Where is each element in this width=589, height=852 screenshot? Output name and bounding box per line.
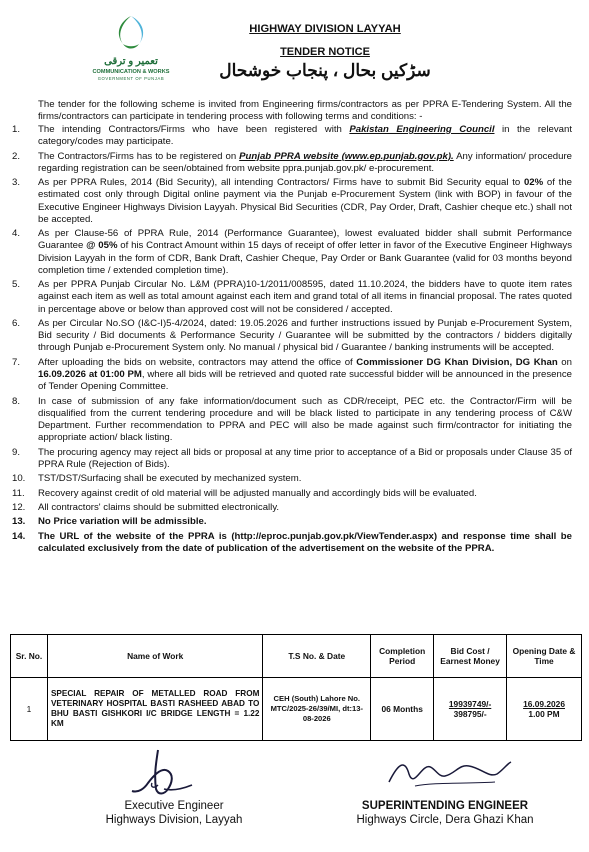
clause-number: 7. (12, 356, 21, 368)
left-signatory-title: Executive Engineer (124, 800, 224, 812)
clause-13 (12, 516, 572, 528)
cw-logo (66, 14, 196, 84)
cell-sr: 1 (11, 678, 48, 741)
clause-6 (12, 318, 572, 355)
clause-number: 9. (12, 446, 21, 458)
clause-2 (12, 151, 572, 175)
clause-text: As per Clause-56 of PPRA Rule, 2014 (Performance Guarantee), lowest evaluated bidder shall submit Performance Guarantee @ 05% of his Contract Amount within 15 days of receipt of offer letter in favor of the Executive Engineer Highways Division Layyah in the form of CDR, Bank Draft, Cashier Cheque, Pay Order or Bank Guarantee (valid for 03 months beyond completion time / extended completion time). (38, 228, 572, 276)
clause-text: After uploading the bids on website, contractors may attend the office of Commissioner DG Khan Division, DG Khan on 16.09.2026 at 01:00 PM, where all bids will be retrieved and quoted rate successful bidder will be announced in the presence of Tender Opening Committee. (38, 356, 572, 393)
col-header-work: Name of Work (47, 635, 262, 678)
logo-urdu-text: تعمیر و ترقی (104, 56, 158, 67)
clause-number: 13. (12, 516, 26, 528)
cell-opening (507, 678, 582, 741)
clause-11 (12, 488, 572, 500)
clause-3 (12, 177, 572, 226)
urdu-slogan: سڑکیں بحال ، پنجاب خوشحال (219, 61, 431, 80)
clause-text: The URL of the website of the PPRA is (http://eproc.punjab.gov.pk/ViewTender.aspx) and response time shall be calculated exclusively from the date of publication of the advertisement on the website of the PPRA. (38, 530, 572, 554)
clause-10 (12, 473, 572, 485)
clause-number: 10. (12, 473, 26, 485)
clause-1 (12, 124, 572, 148)
clause-number: 2. (12, 150, 21, 162)
left-signatory-office: Highways Division, Layyah (105, 814, 243, 826)
right-signatory-title: SUPERINTENDING ENGINEER (361, 800, 529, 812)
clause-12 (12, 502, 572, 514)
clause-4 (12, 228, 572, 277)
clause-text: In case of submission of any fake information/document such as CDR/receipt, PEC etc. the Contractor/Firm will be disqualified from the current tendering procedure and will be black listed to participate in any tendering process of C&W Department. Further recommendation to PPRA and PEC will also be made against such firm/contractor for initiating the appropriate action/ black listing. (38, 395, 572, 444)
clause-5 (12, 279, 572, 316)
clause-text: The Contractors/Firms has to be registered on Punjab PPRA website (www.ep.punjab.gov.pk). Any information/ procedure regarding registration can be seen/obtained from website ppra.punjab.gov.pk/ e-procurement. (38, 150, 572, 174)
clause-number: 5. (12, 279, 21, 291)
col-header-sr: Sr. No. (11, 635, 48, 678)
clause-number: 8. (12, 395, 21, 407)
opening-time: 1.00 PM (528, 709, 560, 719)
clause-number: 4. (12, 228, 21, 240)
clause-text: TST/DST/Surfacing shall be executed by mechanized system. (38, 473, 302, 485)
clause-number: 12. (12, 501, 26, 513)
col-header-opening: Opening Date & Time (507, 635, 582, 678)
col-header-cost: Bid Cost / Earnest Money (434, 635, 507, 678)
clause-7 (12, 357, 572, 394)
clause-text: The procuring agency may reject all bids or proposal at any time prior to acceptance of a Bid or proposals under Clause 35 of PPRA Rule (Rejection of Bids). (38, 446, 572, 470)
notice-title: TENDER NOTICE (280, 46, 370, 58)
right-signatory-office: Highways Circle, Dera Ghazi Khan (356, 814, 534, 826)
superintending-engineer-block (330, 799, 560, 827)
executive-engineer-block (96, 799, 252, 827)
clause-text: No Price variation will be admissible. (38, 516, 207, 528)
clause-number: 11. (12, 487, 25, 499)
terms-list (12, 124, 572, 557)
clause-9 (12, 447, 572, 471)
cell-period: 06 Months (371, 678, 434, 741)
clause-number: 1. (12, 124, 21, 135)
col-header-ts: T.S No. & Date (263, 635, 371, 678)
executive-engineer-signature (128, 745, 198, 800)
cell-ts: CEH (South) Lahore No. MTC/2025-26/39/MI, dt:13-08-2026 (263, 678, 371, 741)
cell-work: SPECIAL REPAIR OF METALLED ROAD FROM VETERINARY HOSPITAL BASTI RASHEED ABAD TO BHU BASTI GISHKORI I/C BRIDGE LENGTH = 1.22 KM (47, 678, 262, 741)
clause-number: 6. (12, 317, 21, 329)
bid-cost: 19939749/- (448, 699, 492, 709)
clause-number: 3. (12, 177, 21, 189)
opening-date: 16.09.2026 (523, 699, 565, 709)
clause-text: As per PPRA Rules, 2014 (Bid Security), all intending Contractors/ Firms have to submit Bid Security equal to 02% of the estimated cost only through Digital online payment via the Punjab e-Procurement System (link with BOP) in favour of the Executive Engineer Highways Division Layyah. Physical Bid Securities (CDR, Pay Order, Draft, Cashier cheque etc.) shall not be accepted. (38, 177, 572, 225)
cw-emblem-icon (101, 14, 161, 56)
col-header-period: Completion Period (371, 635, 434, 678)
superintending-engineer-signature (385, 752, 515, 794)
table-header-row (11, 635, 582, 678)
office-title: HIGHWAY DIVISION LAYYAH (249, 23, 401, 35)
earnest-money: 398795/- (453, 709, 487, 719)
clause-text: Recovery against credit of old material will be adjusted manually and accordingly bids will be evaluated. (38, 487, 477, 499)
table-row (11, 678, 582, 741)
logo-line2: GOVERNMENT OF PUNJAB (97, 76, 165, 81)
clause-number: 14. (12, 530, 26, 542)
clause-text: As per PPRA Punjab Circular No. L&M (PPRA)10-1/2011/008595, dated 11.10.2024, the bidders have to quote item rates against each item as well as total amount against each item and grand total of all items in financial proposal. The rates quoted in percentage above or below than approved cost will not be considered / accepted. (38, 279, 572, 315)
clause-14 (12, 531, 572, 555)
clause-text: As per Circular No.SO (I&C-I)5-4/2024, dated: 19.05.2026 and further instructions issued by Punjab e-Procurement System, Bid security / Bid documents & Performance Security / Guarantee will be submitted by the contractors / bidders digitally through Punjab e-Procurement System only. No manual / physical bid / Guarantee / banking instruments will be accepted. (38, 317, 572, 354)
ppra-website-link[interactable]: Punjab PPRA website (www.ep.punjab.gov.pk). (239, 150, 454, 162)
intro-paragraph: The tender for the following scheme is invited from Engineering firms/contractors as per PPRA E-Tendering System. All the firms/contractors can participate in tendering process with following terms and conditions: - (38, 99, 572, 123)
tender-table (10, 634, 582, 741)
clause-8 (12, 396, 572, 445)
clause-text: All contractors' claims should be submitted electronically. (38, 501, 280, 513)
logo-line1: COMMUNICATION & WORKS (92, 69, 170, 75)
clause-text: The intending Contractors/Firms who have been registered with Pakistan Engineering Council in the relevant category/codes may participate. (38, 124, 572, 148)
cell-cost (434, 678, 507, 741)
